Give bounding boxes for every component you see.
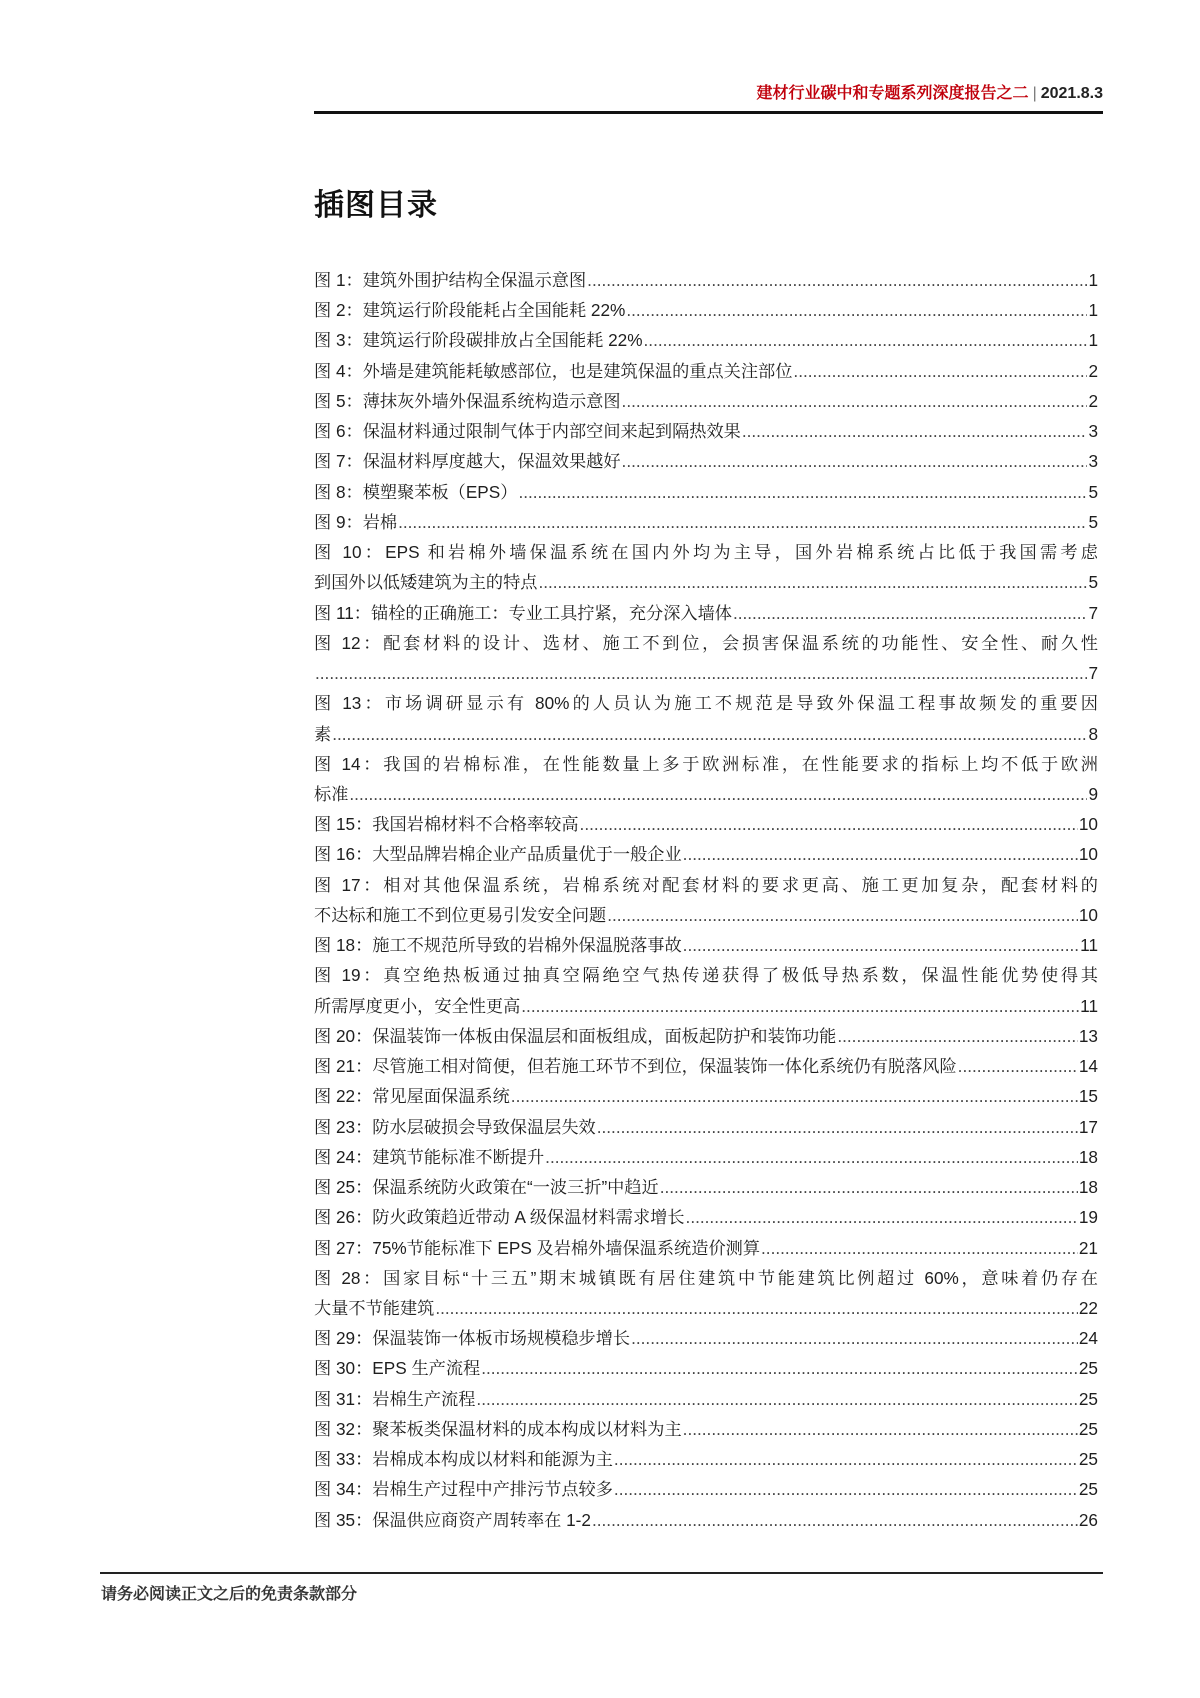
dot-leader: [683, 930, 1079, 960]
figure-caption: 岩棉生产流程: [372, 1388, 476, 1409]
page-number: 1: [1088, 300, 1098, 321]
figure-caption: 保温材料厚度越大，保温效果越好: [362, 451, 621, 472]
toc-entry[interactable]: [314, 930, 1098, 960]
page-number: 25: [1078, 1479, 1098, 1500]
dot-leader: [511, 1081, 1078, 1111]
figure-number: 图 23：: [314, 1116, 373, 1137]
toc-entry[interactable]: [314, 295, 1098, 325]
dot-leader: [622, 386, 1088, 416]
toc-entry[interactable]: [314, 1233, 1098, 1263]
figure-number: 图 8：: [314, 481, 363, 502]
figure-caption: 配套材料的设计、选材、施工不到位，会损害保温系统的功能性、安全性、耐久性: [383, 632, 1098, 653]
report-date: 2021.8.3: [1040, 85, 1103, 102]
figure-caption: 聚苯板类保温材料的成本构成以材料为主: [372, 1418, 682, 1439]
figure-caption: 建筑运行阶段碳排放占全国能耗 22%: [362, 330, 643, 351]
figure-caption: 保温供应商资产周转率在 1-2: [372, 1509, 591, 1530]
figure-number: 图 6：: [314, 421, 363, 442]
page-number: 18: [1078, 1177, 1098, 1198]
figure-caption: 真空绝热板通过抽真空隔绝空气热传递获得了极低导热系数，保温性能优势使得其: [383, 965, 1098, 986]
toc-entry[interactable]: [314, 1081, 1098, 1111]
toc-entry[interactable]: [314, 356, 1098, 386]
dot-leader: [545, 1142, 1078, 1172]
page-number: 1: [1088, 270, 1098, 290]
figure-caption: 所需厚度更小，安全性更高: [314, 995, 521, 1016]
toc-entry[interactable]: [314, 1474, 1098, 1504]
dot-leader: [837, 1021, 1078, 1051]
page-number: 7: [1088, 663, 1098, 684]
figure-number: 图 12：: [314, 632, 384, 653]
dot-leader: [660, 1172, 1078, 1202]
figure-number: 图 31：: [314, 1388, 373, 1409]
toc-entry[interactable]: [314, 1414, 1098, 1444]
figure-number: 图 30：: [314, 1358, 373, 1379]
figure-caption: 我国的岩棉标准，在性能数量上多于欧洲标准，在性能要求的指标上均不低于欧洲: [383, 753, 1098, 774]
figure-number: 图 18：: [314, 935, 373, 956]
page-number: 5: [1088, 481, 1098, 502]
figure-caption: 岩棉生产过程中产排污节点较多: [372, 1479, 613, 1500]
toc-entry[interactable]: [314, 507, 1098, 537]
figure-caption: 施工不规范所导致的岩棉外保温脱落事故: [372, 935, 682, 956]
toc-entry[interactable]: [314, 477, 1098, 507]
dot-leader: [481, 1353, 1078, 1383]
figure-number: 图 34：: [314, 1479, 373, 1500]
figure-caption: 不达标和施工不到位更易引发安全问题: [314, 904, 607, 925]
toc-entry[interactable]: [314, 1384, 1098, 1414]
page-number: 19: [1078, 1207, 1098, 1228]
figure-caption: 尽管施工相对简便，但若施工环节不到位，保温装饰一体化系统仍有脱落风险: [372, 1056, 957, 1077]
toc-entry[interactable]: [314, 1172, 1098, 1202]
figure-caption: 标准: [314, 783, 349, 804]
page-number: 17: [1078, 1116, 1098, 1137]
page-number: 22: [1078, 1297, 1098, 1318]
figure-number: 图 35：: [314, 1509, 373, 1530]
dot-leader: [521, 991, 1079, 1021]
page-number: 3: [1088, 421, 1098, 442]
dot-leader: [580, 809, 1078, 839]
toc-entry[interactable]: [314, 537, 1098, 597]
toc-entry[interactable]: [314, 960, 1098, 1020]
page-number: 18: [1078, 1146, 1098, 1167]
toc-entry[interactable]: [314, 628, 1098, 688]
figure-caption: 75%节能标准下 EPS 及岩棉外墙保温系统造价测算: [372, 1237, 761, 1258]
dot-leader: [626, 295, 1087, 325]
figure-caption: 保温材料通过限制气体于内部空间来起到隔热效果: [362, 421, 741, 442]
figure-caption: 到国外以低矮建筑为主的特点: [314, 572, 538, 593]
figure-number: 图 28：: [314, 1267, 384, 1288]
figure-number: 图 4：: [314, 360, 363, 381]
page-number: 10: [1078, 904, 1098, 925]
figure-number: 图 21：: [314, 1056, 373, 1077]
figure-number: 图 19：: [314, 965, 384, 986]
figure-number: 图 25：: [314, 1177, 373, 1198]
figure-number: 图 17：: [314, 874, 384, 895]
page-number: 9: [1088, 783, 1098, 804]
figure-number: 图 29：: [314, 1328, 373, 1349]
page-number: 14: [1078, 1056, 1098, 1077]
toc-entry[interactable]: [314, 1051, 1098, 1081]
figure-caption: 外墙是建筑能耗敏感部位，也是建筑保温的重点关注部位: [362, 360, 793, 381]
page-number: 26: [1078, 1509, 1098, 1530]
figure-caption: 防火政策趋近带动 A 级保温材料需求增长: [372, 1207, 685, 1228]
page-number: 10: [1078, 844, 1098, 865]
page-number: 25: [1078, 1358, 1098, 1379]
page-title: 插图目录: [314, 189, 438, 222]
dot-leader: [592, 1505, 1078, 1535]
figure-caption: 素: [314, 723, 332, 744]
figure-caption: 建筑外围护结构全保温示意图: [362, 270, 587, 290]
dot-leader: [538, 567, 1087, 597]
disclaimer-note: 请务必阅读正文之后的免责条款部分: [101, 1586, 358, 1603]
page-number: 2: [1088, 390, 1098, 411]
figure-number: 图 32：: [314, 1418, 373, 1439]
toc-entry[interactable]: [314, 839, 1098, 869]
dot-leader: [686, 1202, 1078, 1232]
page-number: 3: [1088, 451, 1098, 472]
figure-number: 图 10：: [314, 542, 386, 563]
page-number: 8: [1088, 723, 1098, 744]
figure-number: 图 33：: [314, 1449, 373, 1470]
figure-caption: 保温装饰一体板由保温层和面板组成，面板起防护和装饰功能: [372, 1025, 837, 1046]
page-number: 24: [1078, 1328, 1098, 1349]
figure-caption: EPS 和岩棉外墙保温系统在国内外均为主导，国外岩棉系统占比低于我国需考虑: [385, 542, 1098, 563]
dot-leader: [742, 416, 1088, 446]
toc-entry[interactable]: [314, 446, 1098, 476]
figure-caption: 保温装饰一体板市场规模稳步增长: [372, 1328, 631, 1349]
figure-number: 图 5：: [314, 390, 363, 411]
figure-number: 图 27：: [314, 1237, 373, 1258]
toc-entry[interactable]: [314, 1323, 1098, 1353]
toc-entry[interactable]: [314, 1202, 1098, 1232]
toc-entry[interactable]: [314, 1353, 1098, 1383]
figure-caption: 岩棉成本构成以材料和能源为主: [372, 1449, 613, 1470]
figure-caption: 薄抹灰外墙外保温系统构造示意图: [362, 390, 621, 411]
figure-number: 图 26：: [314, 1207, 373, 1228]
figure-list: [314, 265, 1098, 1535]
figure-number: 图 7：: [314, 451, 363, 472]
figure-caption: 保温系统防火政策在“一波三折”中趋近: [372, 1177, 659, 1198]
dot-leader: [761, 1233, 1078, 1263]
dot-leader: [958, 1051, 1078, 1081]
dot-leader: [587, 265, 1087, 295]
dot-leader: [622, 446, 1088, 476]
figure-number: 图 1：: [314, 270, 363, 290]
dot-leader: [733, 598, 1087, 628]
dot-leader: [349, 779, 1087, 809]
figure-caption: 常见屋面保温系统: [372, 1086, 510, 1107]
figure-caption: 岩棉: [362, 511, 398, 532]
page-number: 25: [1078, 1388, 1098, 1409]
figure-number: 图 2：: [314, 300, 363, 321]
figure-caption: 建筑节能标准不断提升: [372, 1146, 545, 1167]
toc-entry[interactable]: [314, 325, 1098, 355]
figure-caption: 市场调研显示有 80%的人员认为施工不规范是导致外保温工程事故频发的重要因: [384, 693, 1098, 714]
figure-number: 图 15：: [314, 814, 373, 835]
toc-entry[interactable]: [314, 416, 1098, 446]
dot-leader: [631, 1323, 1078, 1353]
header-separator: |: [1032, 85, 1037, 102]
toc-entry[interactable]: [314, 1444, 1098, 1474]
figure-caption: 国家目标“十三五”期末城镇既有居住建筑中节能建筑比例超过 60%，意味着仍存在: [383, 1267, 1098, 1288]
page-number: 25: [1078, 1418, 1098, 1439]
page-number: 11: [1080, 995, 1098, 1016]
toc-entry[interactable]: [314, 1142, 1098, 1172]
figure-number: 图 14：: [314, 753, 384, 774]
toc-entry[interactable]: [314, 809, 1098, 839]
page-number: 25: [1078, 1449, 1098, 1470]
page-number: 7: [1088, 602, 1098, 623]
toc-entry[interactable]: [314, 1505, 1098, 1535]
figure-caption: 锚栓的正确施工：专业工具拧紧，充分深入墙体: [371, 602, 732, 623]
page-number: 13: [1078, 1025, 1098, 1046]
toc-entry[interactable]: [314, 1263, 1098, 1323]
toc-entry[interactable]: [314, 688, 1098, 748]
toc-entry[interactable]: [314, 265, 1098, 295]
toc-entry[interactable]: [314, 870, 1098, 930]
figure-number: 图 20：: [314, 1025, 373, 1046]
figure-number: 图 24：: [314, 1146, 373, 1167]
figure-number: 图 9：: [314, 511, 363, 532]
dot-leader: [644, 325, 1088, 355]
page-number: 10: [1078, 814, 1098, 835]
toc-entry[interactable]: [314, 1112, 1098, 1142]
figure-caption: 建筑运行阶段能耗占全国能耗 22%: [362, 300, 626, 321]
report-series-title: 建材行业碳中和专题系列深度报告之二: [756, 85, 1029, 102]
dot-leader: [793, 356, 1087, 386]
dot-leader: [614, 1444, 1078, 1474]
figure-number: 图 11：: [314, 602, 371, 623]
dot-leader: [518, 477, 1087, 507]
figure-number: 图 22：: [314, 1086, 373, 1107]
figure-caption: 大量不节能建筑: [314, 1297, 435, 1318]
dot-leader: [597, 1112, 1078, 1142]
page-number: 1: [1088, 330, 1098, 351]
figure-caption: 模塑聚苯板（EPS）: [362, 481, 518, 502]
figure-number: 图 16：: [314, 844, 373, 865]
dot-leader: [332, 719, 1087, 749]
page-number: 5: [1088, 511, 1098, 532]
dot-leader: [614, 1474, 1078, 1504]
page-number: 2: [1088, 360, 1098, 381]
page-number: 15: [1078, 1086, 1098, 1107]
figure-caption: 大型品牌岩棉企业产品质量优于一般企业: [372, 844, 682, 865]
figure-caption: EPS 生产流程: [372, 1358, 481, 1379]
dot-leader: [435, 1293, 1078, 1323]
page-number: 5: [1088, 572, 1098, 593]
figure-caption: 防水层破损会导致保温层失效: [372, 1116, 596, 1137]
figure-caption: 相对其他保温系统，岩棉系统对配套材料的要求更高、施工更加复杂，配套材料的: [383, 874, 1098, 895]
running-header: [314, 78, 1103, 110]
figure-number: 图 13：: [314, 693, 385, 714]
footer-rule: [100, 1572, 1103, 1574]
figure-number: 图 3：: [314, 330, 363, 351]
toc-entry[interactable]: [314, 749, 1098, 809]
header-rule: [314, 111, 1103, 114]
dot-leader: [315, 658, 1087, 688]
page-number: 11: [1080, 935, 1098, 956]
page-number: 21: [1078, 1237, 1098, 1258]
dot-leader: [398, 507, 1087, 537]
toc-entry[interactable]: [314, 386, 1098, 416]
dot-leader: [683, 1414, 1078, 1444]
toc-entry[interactable]: [314, 598, 1098, 628]
dot-leader: [476, 1384, 1077, 1414]
figure-caption: 我国岩棉材料不合格率较高: [372, 814, 579, 835]
toc-entry[interactable]: [314, 1021, 1098, 1051]
dot-leader: [683, 839, 1078, 869]
dot-leader: [607, 900, 1078, 930]
